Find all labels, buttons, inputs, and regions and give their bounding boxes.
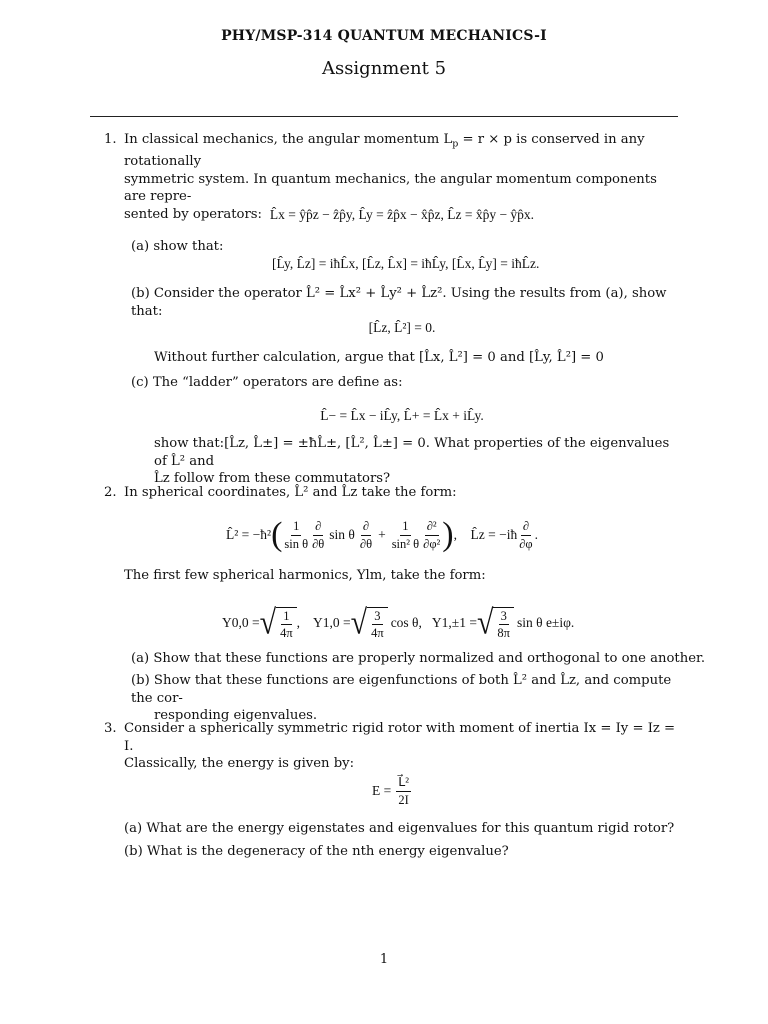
problem-1-intro-line1: In classical mechanics, the angular momentum $L_p = r \times p$ is conserved in any rotationally <box>124 132 645 170</box>
page-number: 1 <box>379 952 389 967</box>
problem-1-intro-line3: sented by operators: <box>124 206 262 222</box>
fraction: $\frac{3}{8\pi}$ <box>497 608 510 640</box>
equation-lz-l2-commutator: [L̂z, L̂²] = 0. <box>368 320 436 335</box>
problem-1a-label: (a) show that: <box>131 239 224 254</box>
problem-2-number: 2. <box>104 485 117 500</box>
fraction: $\frac{1}{\text{sin² θ}}$ <box>391 519 420 551</box>
fraction: $\frac{1}{\text{sin θ}}$ <box>284 519 309 551</box>
problem-2b-line1: (b) Show that these functions are eigenfunctions of both L̂² and L̂z, and compute the cor- <box>131 673 672 706</box>
fraction: $\frac{\text{∂²}}{\text{∂φ²}}$ <box>423 519 441 551</box>
problem-1c-followup-line2: L̂z follow from these commutators? <box>154 471 391 486</box>
course-title: PHY/MSP-314 QUANTUM MECHANICS-I <box>221 28 547 44</box>
fraction: $\frac{\partial}{\partial\theta}$ <box>312 519 325 551</box>
problem-1c-followup-line1: show that:[L̂z, L̂±] = ±ħL̂±, [L̂², L̂±] = 0. What properties of the eigenvalues of L̂² and <box>154 436 670 469</box>
equation-spherical-harmonics: Y0,0 = √ $\frac{1}{4\pi}$ , Y1,0 = √ $\frac{3}{4\pi}$ cos θ, Y1,±1 = √ $\frac{3}{8\pi}$ sin θ e±iφ. <box>222 603 575 642</box>
problem-1b-followup: Without further calculation, argue that [L̂x, L̂²] = 0 and [L̂y, L̂²] = 0 <box>154 350 604 365</box>
fraction: $\frac{3}{4\pi}$ <box>371 608 384 640</box>
problem-2a: (a) Show that these functions are properly normalized and orthogonal to one another. <box>131 651 706 666</box>
problem-1-intro-line2: symmetric system. In quantum mechanics, the angular momentum components are repre- <box>124 171 657 205</box>
problem-2b-line2: responding eigenvalues. <box>154 708 318 723</box>
harmonics-intro: The first few spherical harmonics, Ylm, take the form: <box>124 568 486 583</box>
equation-angular-momentum-components: L̂x = ŷp̂z − ẑp̂y, L̂y = ẑp̂x − x̂p̂z, L̂z = x̂p̂y − ŷp̂x. <box>269 207 535 222</box>
problem-1c-label: (c) The “ladder” operators are define as: <box>131 375 403 390</box>
left-paren: ( <box>271 516 283 553</box>
equation-energy: E = $\frac{\text{L⃗²}}{2I}$ <box>372 775 409 807</box>
equation-l2-spherical: L̂² = −ħ² ( $\frac{1}{\text{sin θ}}$ $\frac{\partial}{\partial\theta}$ sin θ $\frac{\partial}{\partial\theta}$ + $\frac{1}{\text{sin² θ}}$ $\frac{\text{∂²}}{\text{∂φ²}}$ ) , L̂z = −iħ $\frac{\partial}{\partial\varphi}$ . <box>226 516 538 553</box>
fraction: $\frac{1}{4\pi}$ <box>280 608 293 640</box>
fraction: $\frac{\text{L⃗²}}{2I}$ <box>398 775 409 807</box>
problem-3a: (a) What are the energy eigenstates and eigenvalues for this quantum rigid rotor? <box>124 821 675 836</box>
problem-2-intro: In spherical coordinates, L̂² and L̂z take the form: <box>124 485 457 500</box>
sqrt: √ $\frac{3}{4\pi}$ <box>351 607 388 640</box>
problem-3-intro <box>124 720 680 773</box>
equation-commutators: [L̂y, L̂z] = iħL̂x, [L̂z, L̂x] = iħL̂y, [L̂x, L̂y] = iħL̂z. <box>272 256 540 271</box>
right-paren: ) <box>442 516 454 553</box>
equation-ladder-operators: L̂− = L̂x − iL̂y, L̂+ = L̂x + iL̂y. <box>320 408 484 423</box>
fraction: $\frac{\partial}{\partial\varphi}$ <box>519 519 533 551</box>
problem-3-intro-line1: Consider a spherically symmetric rigid rotor with moment of inertia Ix = Iy = Iz = I. <box>124 721 676 754</box>
sqrt: √ $\frac{3}{8\pi}$ <box>477 607 514 640</box>
problem-3b: (b) What is the degeneracy of the nth energy eigenvalue? <box>124 844 509 859</box>
fraction: $\frac{\partial}{\partial\theta}$ <box>359 519 373 551</box>
assignment-title: Assignment 5 <box>321 58 447 79</box>
problem-3-intro-line2: Classically, the energy is given by: <box>124 756 355 771</box>
problem-2b <box>131 672 680 725</box>
header-rule <box>90 116 678 117</box>
problem-1c-followup <box>154 435 680 488</box>
sqrt: √ $\frac{1}{4\pi}$ <box>260 607 297 640</box>
problem-1-number: 1. <box>104 132 117 147</box>
problem-3-number: 3. <box>104 721 117 736</box>
problem-1b-label: (b) Consider the operator L̂² = L̂x² + L̂y² + L̂z². Using the results from (a), show that: <box>131 286 667 319</box>
